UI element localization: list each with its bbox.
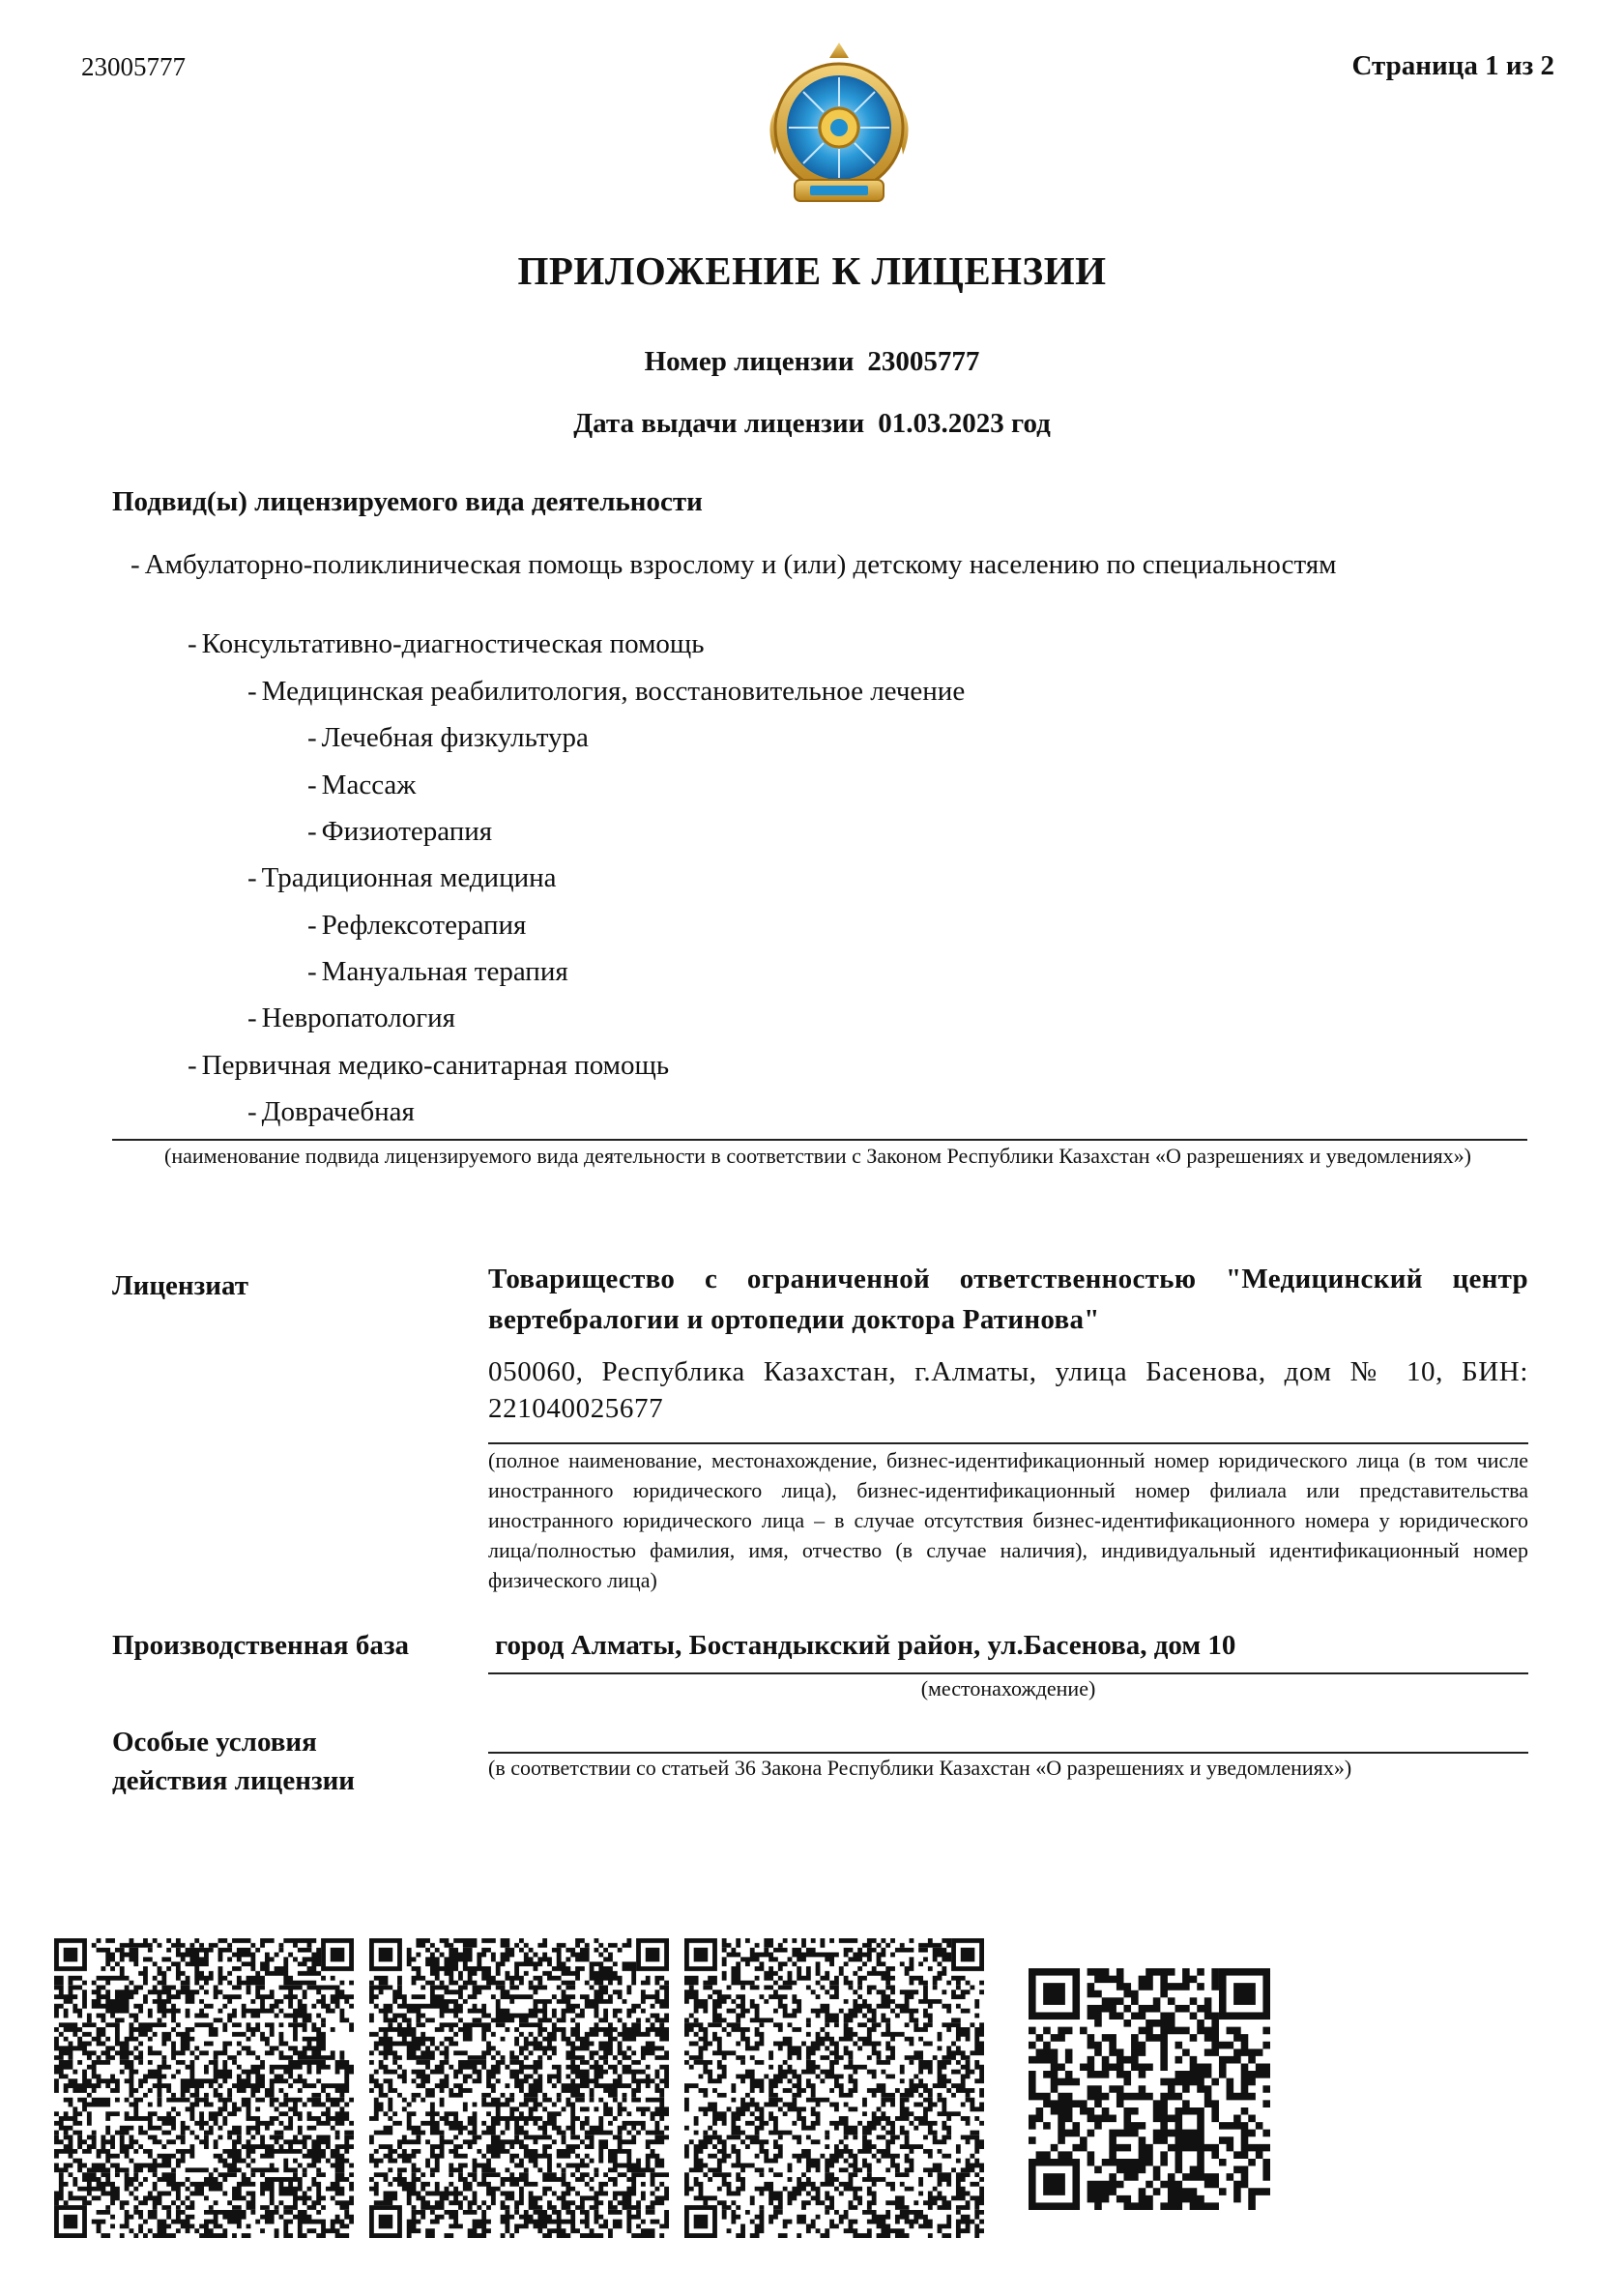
subkind-label: Первичная медико-санитарная помощь [201, 1050, 670, 1081]
subkind-label: Консультативно-диагностическая помощь [201, 628, 705, 659]
subkind-label: Амбулаторно-поликлиническая помощь взрослому и (или) детскому населению по специальностям [144, 549, 1337, 580]
dash-mark: - [307, 910, 317, 941]
dash-mark: - [247, 862, 257, 893]
subkind-item [130, 549, 1337, 581]
license-number-value: 23005777 [867, 346, 980, 377]
licensee-address: 050060, Республика Казахстан, г.Алматы, улица Басенова, дом № 10, БИН: 221040025677 [488, 1356, 1528, 1424]
special-conditions-note: (в соответствии со статьей 36 Закона Республики Казахстан «О разрешениях и уведомлениях») [488, 1756, 1352, 1780]
subkinds-divider [112, 1139, 1527, 1141]
document-number: 23005777 [81, 52, 186, 81]
page-indicator: Страница 1 из 2 [1351, 50, 1554, 81]
special-conditions-label-line2: действия лицензии [112, 1765, 356, 1796]
document-title: ПРИЛОЖЕНИЕ К ЛИЦЕНЗИИ [517, 248, 1107, 293]
subkind-label: Рефлексотерапия [321, 910, 527, 941]
subkind-item [188, 628, 705, 660]
subkind-label: Медицинская реабилитология, восстановительное лечение [261, 676, 966, 707]
dash-mark: - [307, 956, 317, 987]
dash-mark: - [307, 722, 317, 753]
subkind-item [307, 910, 526, 942]
dash-mark: - [130, 549, 140, 580]
dash-mark: - [188, 1050, 197, 1081]
subkind-item [247, 676, 965, 708]
dash-mark: - [247, 676, 257, 707]
license-date-value: 01.03.2023 год [878, 408, 1051, 439]
licensee-name: Товарищество с ограниченной ответственностью "Медицинский центр вертебралогии и ортопедии доктора Ратинова" [488, 1264, 1528, 1335]
subkind-item [307, 956, 568, 988]
special-conditions-divider [488, 1752, 1528, 1754]
licensee-divider [488, 1442, 1528, 1444]
subkind-label: Лечебная физкультура [321, 722, 589, 753]
qr-code-3 [684, 1938, 984, 2238]
license-number-label: Номер лицензии [644, 346, 855, 377]
subkind-item [307, 816, 492, 848]
production-base-note: (местонахождение) [920, 1676, 1096, 1700]
license-date-line [0, 408, 1624, 440]
subkinds-note: (наименование подвида лицензируемого вида деятельности в соответствии с Законом Республики Казахстан «О разрешениях и уведомлениях») [164, 1144, 1471, 1168]
subkind-label: Невропатология [261, 1003, 455, 1033]
dash-mark: - [188, 628, 197, 659]
special-conditions-label-line1: Особые условия [112, 1727, 317, 1758]
production-base-label: Производственная база [112, 1630, 410, 1661]
dash-mark: - [307, 770, 317, 800]
licensee-note: (полное наименование, местонахождение, бизнес-идентификационный номер юридического лица (в том числе иностранного юридического лица), бизнес-идентификационный номер филиала или представительства иностранного юридического лица – в случае отсутствия бизнес-идентификационного номера у юридического лица/полностью фамилия, имя, отчество (в случае наличия), индивидуальный идентификационный номер физического лица) [488, 1448, 1528, 1592]
subkind-item [188, 1050, 669, 1082]
qr-code-1 [54, 1938, 354, 2238]
qr-code-2 [369, 1938, 669, 2238]
subkind-item [307, 722, 589, 754]
special-conditions-label [112, 1723, 355, 1800]
license-date-label: Дата выдачи лицензии [573, 408, 865, 439]
subkind-item [247, 1096, 415, 1128]
subkind-label: Массаж [321, 770, 417, 800]
qr-code-icon [369, 1938, 669, 2238]
subkind-item [247, 862, 557, 894]
qr-code-icon [684, 1938, 984, 2238]
dash-mark: - [307, 816, 317, 847]
licensee-label: Лицензиат [112, 1270, 248, 1301]
qr-code-4 [1029, 1968, 1270, 2210]
dash-mark: - [247, 1003, 257, 1033]
dash-mark: - [247, 1096, 257, 1127]
subkind-item [247, 1003, 455, 1034]
subkinds-heading: Подвид(ы) лицензируемого вида деятельности [112, 486, 703, 517]
production-base-divider [488, 1672, 1528, 1674]
production-base-value: город Алматы, Бостандыкский район, ул.Басенова, дом 10 [495, 1630, 1236, 1661]
subkind-label: Доврачебная [261, 1096, 415, 1127]
subkind-label: Мануальная терапия [321, 956, 568, 987]
qr-code-icon [54, 1938, 354, 2238]
subkind-item [307, 770, 416, 801]
subkind-label: Физиотерапия [321, 816, 493, 847]
license-number-line [0, 346, 1624, 378]
kazakhstan-state-emblem-icon [750, 39, 928, 217]
qr-code-icon [1029, 1968, 1270, 2210]
subkind-label: Традиционная медицина [261, 862, 557, 893]
